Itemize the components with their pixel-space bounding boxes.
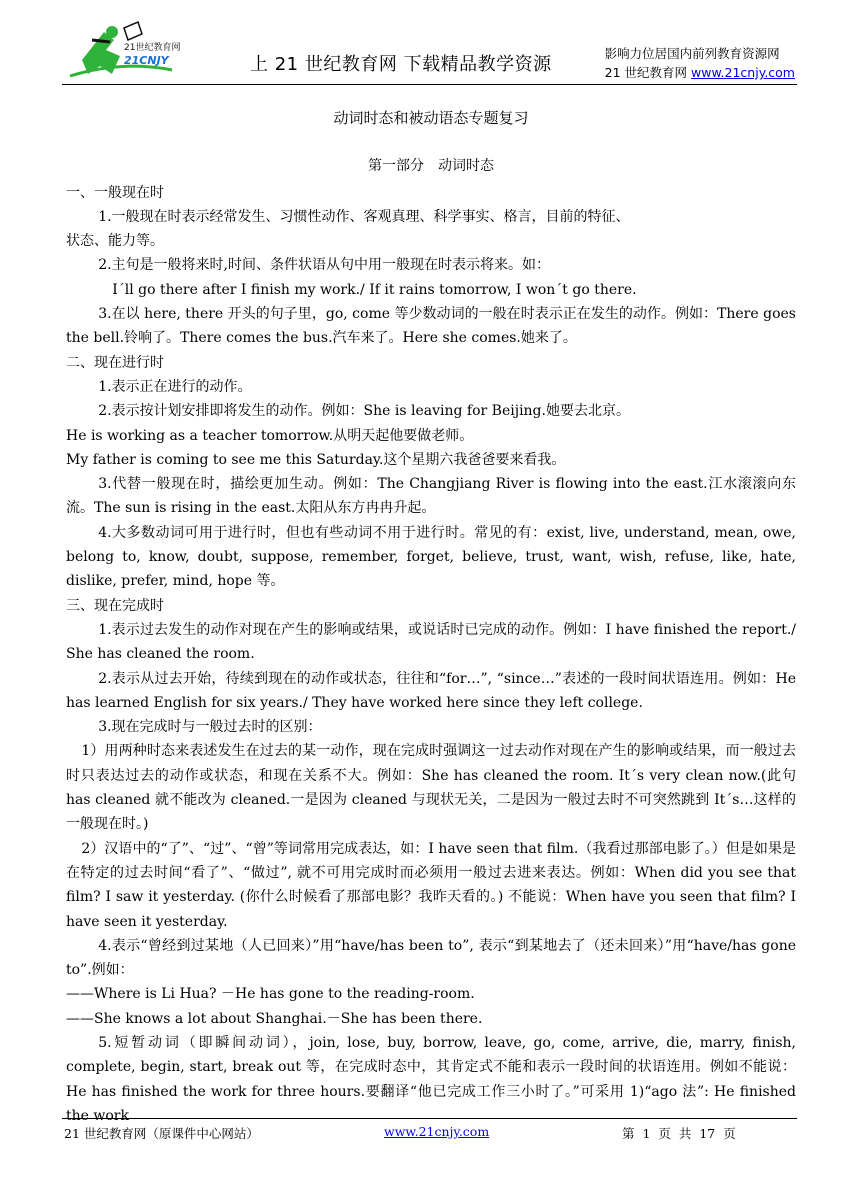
header-site-link[interactable]: www.21cnjy.com <box>691 65 795 80</box>
section-heading: 三、现在完成时 <box>66 597 164 614</box>
header-right-line2 <box>605 63 795 82</box>
paragraph: 3.现在完成时与一般过去时的区别： <box>98 719 322 736</box>
logo-text: 21世纪教育网 <box>124 43 181 53</box>
dialogue-line: ——Where is Li Hua? －He has gone to the reading-room. <box>66 986 475 1003</box>
paragraph: 2.表示从过去开始，待续到现在的动作或状态，往往和“for…”, “since…”表述的一段时间状语连用。例如：He has learned English for six years./ They have worked here since they left college. <box>66 670 796 711</box>
paragraph: 状态、能力等。 <box>66 233 164 250</box>
footer-site-link[interactable]: www.21cnjy.com <box>384 1124 490 1139</box>
paragraph: 1.表示正在进行的动作。 <box>98 378 252 395</box>
example-sentence: I´ll go there after I finish my work./ If it rains tomorrow, I won´t go there. <box>112 281 637 298</box>
page-number: 第 1 页 共 17 页 <box>622 1126 736 1141</box>
header-right-prefix: 21 世纪教育网 <box>604 65 692 80</box>
dialogue-line: ——She knows a lot about Shanghai.－She has been there. <box>66 1010 483 1027</box>
paragraph: 2.主句是一般将来时,时间、条件状语从句中用一般现在时表示将来。如： <box>98 257 550 274</box>
paragraph: 4.大多数动词可用于进行时，但也有些动词不用于进行时。常见的有：exist, live, understand, mean, owe, belong to, know, doubt, suppose, remember, forget, believe, trust, want, wish, refuse, like, hate, dislike, prefer, mind, hope 等。 <box>66 524 796 590</box>
logo-sub: 21CNJY <box>124 54 169 67</box>
site-logo[interactable] <box>62 20 212 78</box>
paragraph: 3.代替一般现在时，描绘更加生动。例如：The Changjiang River is flowing into the east.江水滚滚向东流。The sun is rising in the east.太阳从东方冉冉升起。 <box>66 476 796 517</box>
paragraph: 1）用两种时态来表述发生在过去的某一动作，现在完成时强调这一过去动作对现在产生的影响或结果，而一般过去时只表达过去的动作或状态，和现在关系不大。例如：She has cleaned the room. It´s very clean now.(此句 has cleaned 就不能改为 cleaned.一是因为 cleaned 与现状无关，二是因为一般过去时不可突然跳到 It´s…这样的一般现在时。) <box>66 743 796 833</box>
paragraph: 2.表示按计划安排即将发生的动作。例如：She is leaving for Beijing.她要去北京。 <box>98 403 630 420</box>
paragraph: 1.一般现在时表示经常发生、习惯性动作、客观真理、科学事实、格言，目前的特征、 <box>98 208 630 225</box>
example-sentence: He is working as a teacher tomorrow.从明天起他要做老师。 <box>66 427 474 444</box>
paragraph: 4.表示“曾经到过某地（人已回来）”用“have/has been to”, 表示“到某地去了（还未回来）”用“have/has gone to”.例如： <box>66 937 796 979</box>
header-right <box>605 44 795 82</box>
page-header <box>62 18 797 85</box>
page-footer <box>62 1118 797 1143</box>
document-body <box>66 106 796 1128</box>
footer-site-name: 21 世纪教育网（原课件中心网站） <box>64 1126 259 1141</box>
document-title: 动词时态和被动语态专题复习 <box>333 109 529 127</box>
example-sentence: My father is coming to see me this Saturday.这个星期六我爸爸要来看我。 <box>66 451 566 468</box>
paragraph: 2）汉语中的“了”、“过”、“曾”等词常用完成表达，如：I have seen that film.（我看过那部电影了。）但是如果是在特定的过去时间“看了”、“做过”, 就不可用完成时而必须用一般过去进来表达。例如：When did you see that film? I saw it yesterday. (你什么时候看了那部电影？我昨天看的。) 不能说：When have you seen that film? I have seen it yesterday. <box>66 840 796 930</box>
section-heading: 一、一般现在时 <box>66 184 164 201</box>
paragraph: 5.短暂动词（即瞬间动词），join, lose, buy, borrow, leave, go, come, arrive, die, marry, finish, complete, begin, start, break out 等，在完成时态中，其肯定式不能和表示一段时间的状语连用。例如不能说：He has finished the work for three hours.要翻译“他已完成工作三小时了。”可采用 1)“ago 法”: He finished the work <box>66 1034 796 1124</box>
header-right-line1: 影响力位居国内前列教育资源网 <box>604 46 780 61</box>
paragraph: 3.在以 here, there 开头的句子里，go, come 等少数动词的一般在时表示正在发生的动作。例如：There goes the bell.铃响了。There comes the bus.汽车来了。Here she comes.她来了。 <box>66 306 796 347</box>
paragraph: 1.表示过去发生的动作对现在产生的影响或结果，或说话时已完成的动作。例如：I have finished the report./ She has cleaned the room. <box>66 621 796 663</box>
header-slogan: 上 21 世纪教育网 下载精品教学资源 <box>250 54 552 75</box>
section-heading: 二、现在进行时 <box>66 354 164 371</box>
part-heading: 第一部分 动词时态 <box>368 158 494 175</box>
